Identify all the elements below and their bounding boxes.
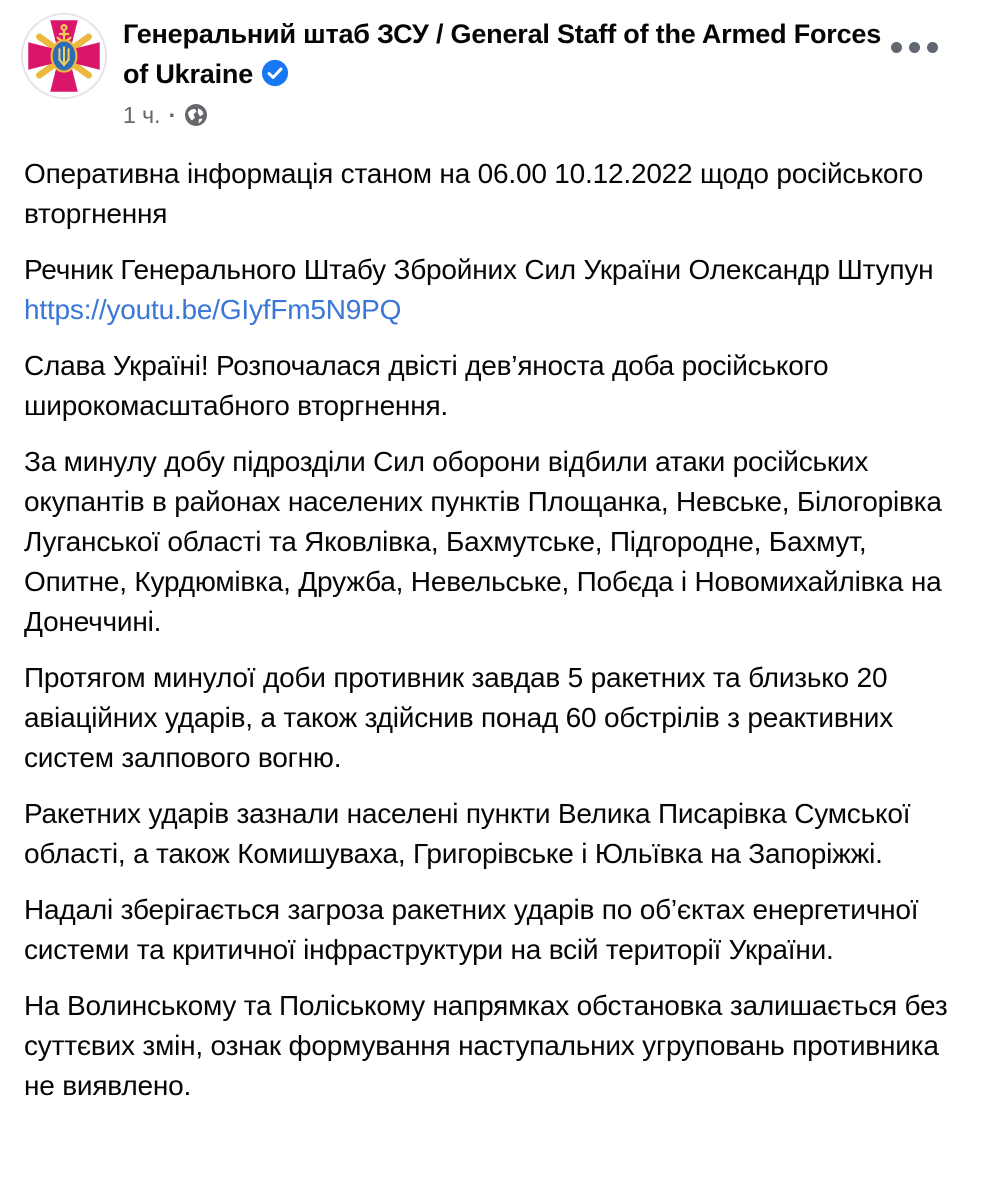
post-paragraph xyxy=(24,250,952,330)
timestamp-link[interactable]: 1 ч. xyxy=(123,102,161,128)
globe-icon xyxy=(184,103,208,127)
post-header xyxy=(0,0,982,128)
post-body xyxy=(0,128,982,1106)
post-paragraph-text: Речник Генерального Штабу Збройних Сил України Олександр Штупун xyxy=(24,254,934,285)
general-staff-emblem-icon xyxy=(20,12,108,100)
page-name-text: Генеральний штаб ЗСУ / General Staff of the Armed Forces of Ukraine xyxy=(123,19,882,89)
page-name-link[interactable] xyxy=(123,14,913,94)
post-meta xyxy=(123,102,913,128)
meta-separator: · xyxy=(168,102,177,128)
youtube-link[interactable]: https://youtu.be/GIyfFm5N9PQ xyxy=(24,294,402,325)
post-paragraph: За минулу добу підрозділи Сил оборони відбили атаки російських окупантів в районах населених пунктів Площанка, Невське, Білогорівка Луганської області та Яковлівка, Бахмутське, Підгородне, Бахмут, Опитне, Курдюмівка, Дружба, Невельське, Побєда і Новомихайлівка на Донеччині. xyxy=(24,446,942,637)
post-paragraph: Слава Україні! Розпочалася двісті дев’яноста доба російського широкомасштабного вторгнення. xyxy=(24,350,829,421)
more-options-button[interactable] xyxy=(885,36,944,59)
post-paragraph: Оперативна інформація станом на 06.00 10.12.2022 щодо російського вторгнення xyxy=(24,158,924,229)
header-info xyxy=(123,12,913,128)
verified-badge-icon xyxy=(261,59,289,87)
post-paragraph: На Волинському та Поліському напрямках обстановка залишається без суттєвих змін, ознак формування наступальних угруповань противника не виявлено. xyxy=(24,990,948,1101)
ellipsis-icon xyxy=(891,42,902,53)
page-avatar[interactable] xyxy=(20,12,108,100)
post-paragraph: Надалі зберігається загроза ракетних ударів по об’єктах енергетичної системи та критичної інфраструктури на всій території України. xyxy=(24,894,919,965)
post-paragraph: Протягом минулої доби противник завдав 5 ракетних та близько 20 авіаційних ударів, а також здійснив понад 60 обстрілів з реактивних систем залпового вогню. xyxy=(24,662,894,773)
post-paragraph: Ракетних ударів зазнали населені пункти Велика Писарівка Сумської області, а також Комишуваха, Григорівське і Юльївка на Запоріжжі. xyxy=(24,798,911,869)
